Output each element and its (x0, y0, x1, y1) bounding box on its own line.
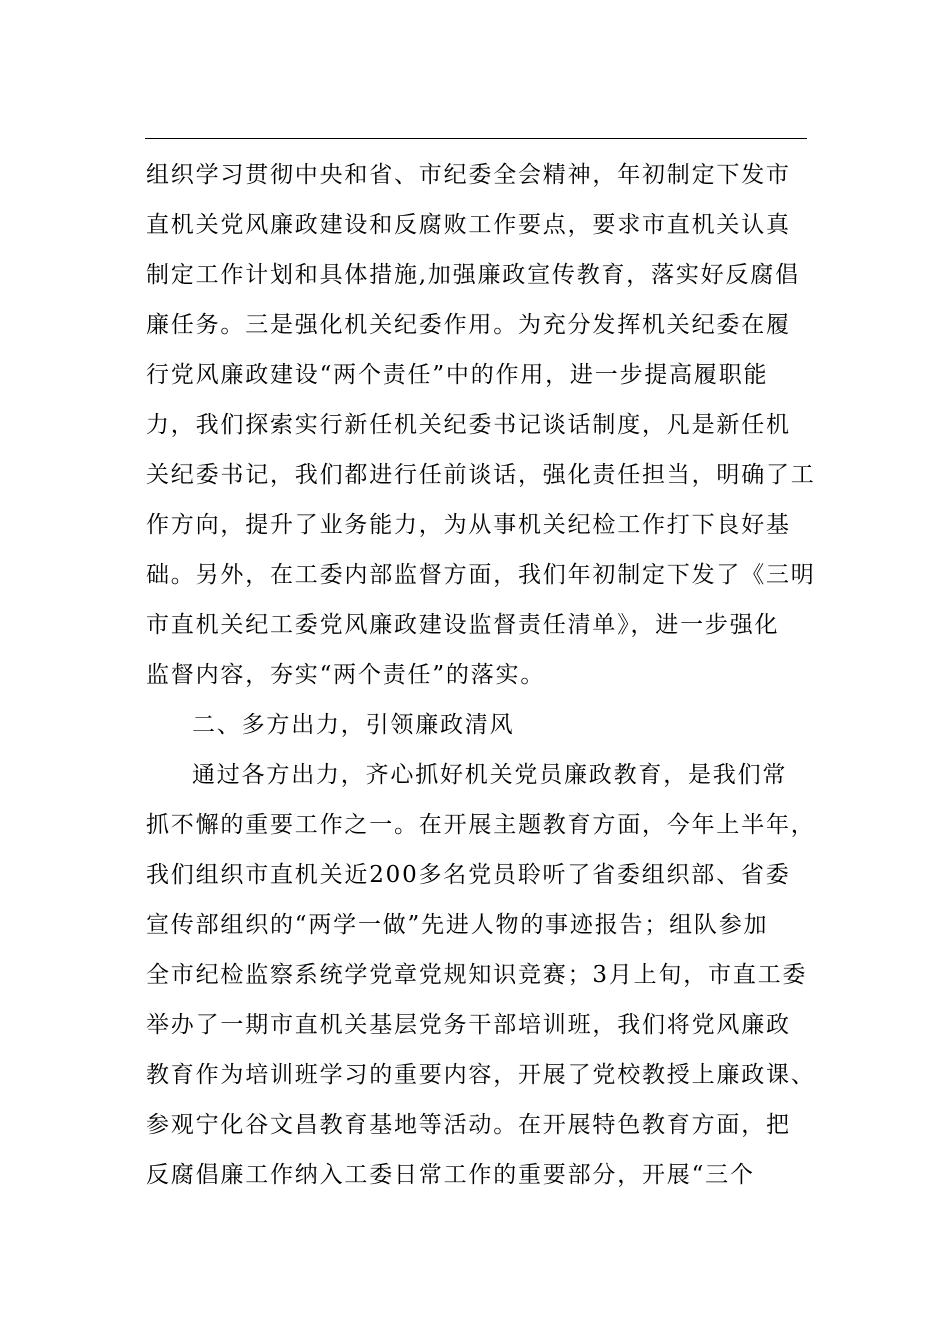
text-line-15: 我们组织市直机关近200多名党员聆听了省委组织部、省委 (146, 862, 791, 888)
text-line-18: 举办了一期市直机关基层党务干部培训班，我们将党风廉政 (146, 1012, 791, 1038)
text-line-16: 宣传部组织的“两学一做”先进人物的事迹报告；组队参加 (146, 912, 769, 938)
text-line-5: 行党风廉政建设“两个责任”中的作用，进一步提高履职能 (146, 362, 769, 388)
text-line-10: 市直机关纪工委党风廉政建设监督责任清单》，进一步强化 (146, 612, 780, 638)
text-line-7: 关纪委书记，我们都进行任前谈话，强化责任担当，明确了工 (146, 462, 816, 488)
text-line-14: 抓不懈的重要工作之一。在开展主题教育方面，今年上半年， (146, 812, 816, 838)
text-line-11: 监督内容，夯实“两个责任”的落实。 (146, 662, 546, 688)
document-body (146, 150, 816, 1200)
text-line-21: 反腐倡廉工作纳入工委日常工作的重要部分，开展“三个 (146, 1162, 755, 1188)
text-line-17: 全市纪检监察系统学党章党规知识竞赛；3月上旬，市直工委 (146, 962, 808, 988)
header-rule (145, 138, 807, 139)
text-line-19: 教育作为培训班学习的重要内容，开展了党校教授上廉政课、 (146, 1062, 816, 1088)
text-line-4: 廉任务。三是强化机关纪委作用。为充分发挥机关纪委在履 (146, 312, 791, 338)
text-line-20: 参观宁化谷文昌教育基地等活动。在开展特色教育方面，把 (146, 1112, 791, 1138)
text-line-1: 组织学习贯彻中央和省、市纪委全会精神，年初制定下发市 (146, 162, 791, 188)
text-line-2: 直机关党风廉政建设和反腐败工作要点，要求市直机关认真 (146, 212, 791, 238)
text-line-3: 制定工作计划和具体措施,加强廉政宣传教育，落实好反腐倡 (146, 262, 800, 288)
text-line-13: 通过各方出力，齐心抓好机关党员廉政教育，是我们常 (192, 762, 788, 788)
text-line-6: 力，我们探索实行新任机关纪委书记谈话制度，凡是新任机 (146, 412, 791, 438)
section-heading: 二、多方出力，引领廉政清风 (192, 712, 515, 738)
text-line-8: 作方向，提升了业务能力，为从事机关纪检工作打下良好基 (146, 512, 791, 538)
text-line-9: 础。另外，在工委内部监督方面，我们年初制定下发了《三明 (146, 562, 816, 588)
